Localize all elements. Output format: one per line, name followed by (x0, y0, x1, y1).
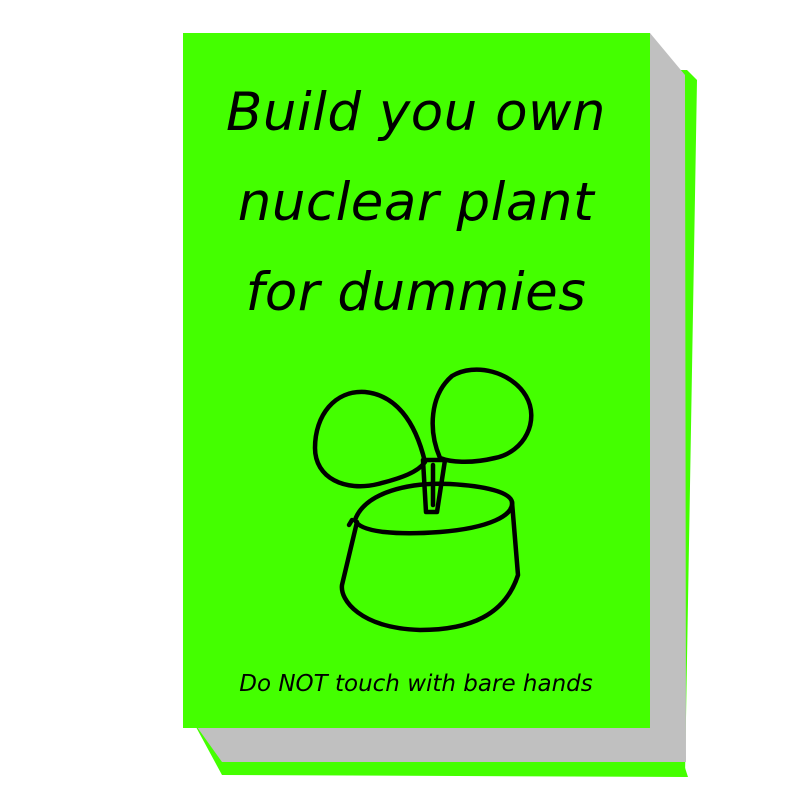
title-line-3: for dummies (245, 262, 587, 323)
warning-text: Do NOT touch with bare hands (239, 671, 593, 697)
book-title (183, 68, 649, 338)
title-line-1: Build you own (226, 82, 606, 143)
title-line-2: nuclear plant (237, 172, 595, 233)
